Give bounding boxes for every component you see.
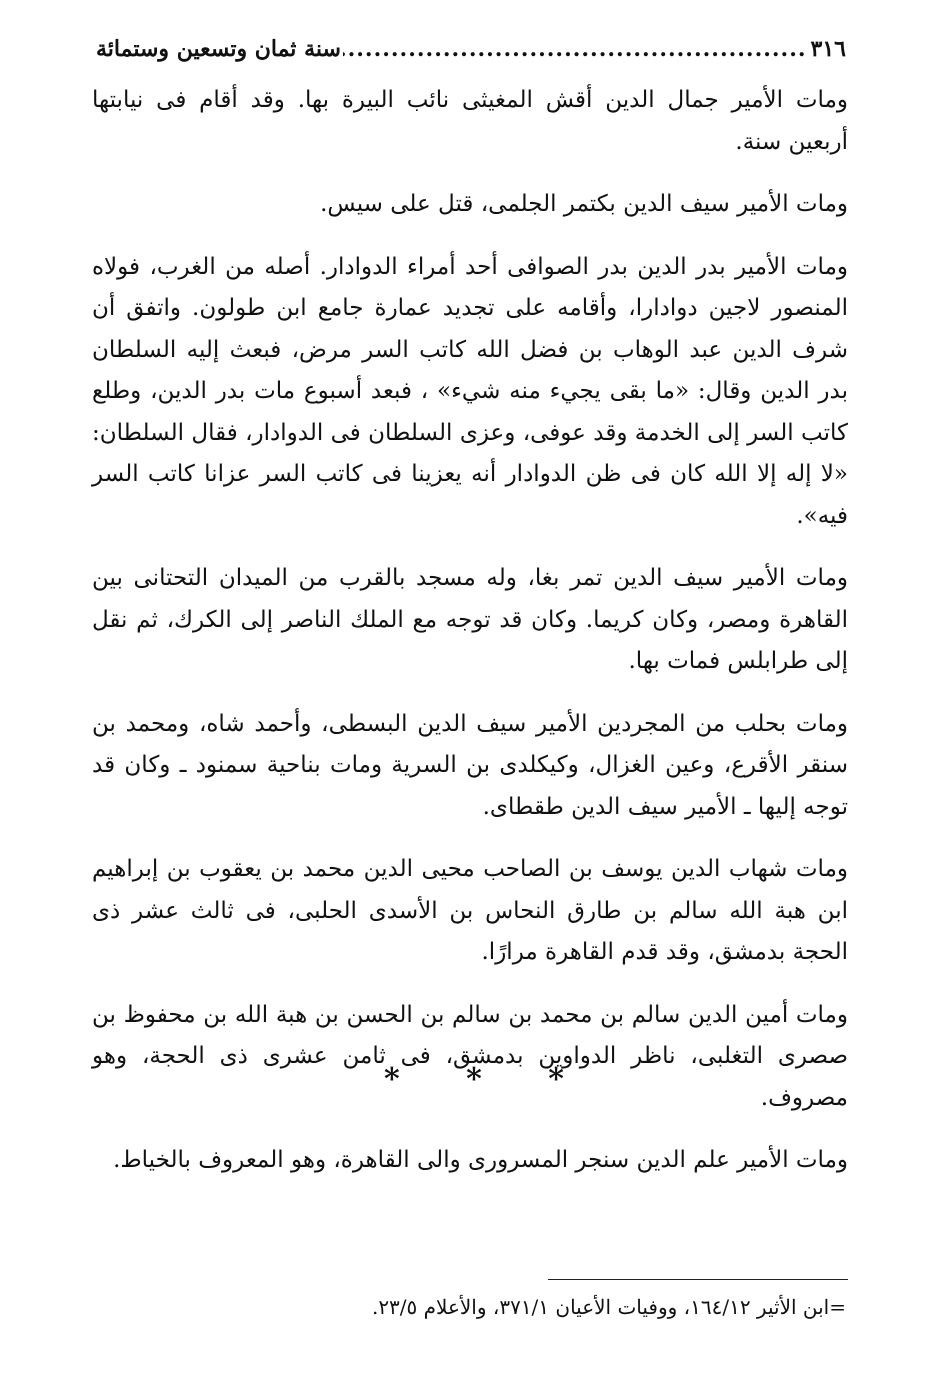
page-number: ٣١٦ — [810, 36, 846, 62]
running-title: سنة ثمان وتسعين وستمائة — [96, 36, 341, 62]
paragraph: ومات الأمير جمال الدين أقش المغيثى نائب البيرة بها. وقد أقام فى نيابتها أربعين سنة. — [92, 87, 848, 155]
page-header — [96, 36, 846, 70]
footnote: =ابن الأثير ١٦٤/١٢، ووفيات الأعيان ٣٧١/١، والأعلام ٢٣/٥. — [371, 1295, 846, 1319]
paragraph: ومات الأمير سيف الدين بكتمر الجلمى، قتل على سيس. — [320, 191, 848, 217]
paragraph: ومات الأمير بدر الدين بدر الصوافى أحد أمراء الدوادار. أصله من الغرب، فولاه المنصور لاجين دوادارا، وأقامه على تجديد عمارة جامع ابن طولون. واتفق أن شرف الدين عبد الوهاب بن فضل الله كاتب السر مرض، فبعث إليه السلطان بدر الدين وقال: «ما بقى يجيء منه شيء» ، فبعد أسبوع مات بدر الدين، وطلع كاتب السر إلى الخدمة وقد عوفى، وعزى السلطان فى الدوادار، فقال السلطان: «لا إله إلا الله كان فى ظن الدوادار أنه يعزينا فى كاتب السر عزانا كاتب السر فيه». — [92, 253, 848, 529]
main-text — [92, 80, 848, 1203]
header-leader-dots — [343, 36, 807, 62]
paragraph: ومات الأمير علم الدين سنجر المسرورى والى القاهرة، وهو المعروف بالخياط. — [113, 1147, 848, 1173]
paragraph: ومات شهاب الدين يوسف بن الصاحب محيى الدين محمد بن يعقوب بن إبراهيم ابن هبة الله سالم بن طارق النحاس بن الأسدى الحلبى، فى ثالث عشر ذى الحجة بدمشق، وقد قدم القاهرة مرارًا. — [92, 856, 848, 965]
footnote-rule — [548, 1279, 848, 1280]
paragraph: ومات الأمير سيف الدين تمر بغا، وله مسجد بالقرب من الميدان التحتانى بين القاهرة ومصر، وكان كريما. وكان قد توجه مع الملك الناصر إلى الكرك، ثم نقل إلى طرابلس فمات بها. — [92, 565, 848, 674]
paragraph: ومات أمين الدين سالم بن محمد بن سالم بن الحسن بن هبة الله بن محفوظ بن صصرى التغلبى، ناظر الدواوين بدمشق، فى ثامن عشرى ذى الحجة، وهو مصروف. — [92, 1001, 848, 1111]
section-separator: * * * — [384, 1062, 592, 1097]
paragraph: ومات بحلب من المجردين الأمير سيف الدين البسطى، وأحمد شاه، ومحمد بن سنقر الأقرع، وعين الغزال، وكيكلدى بن السرية ومات بناحية سمنود ـ وكان قد توجه إليها ـ الأمير سيف الدين طقطاى. — [92, 710, 848, 820]
